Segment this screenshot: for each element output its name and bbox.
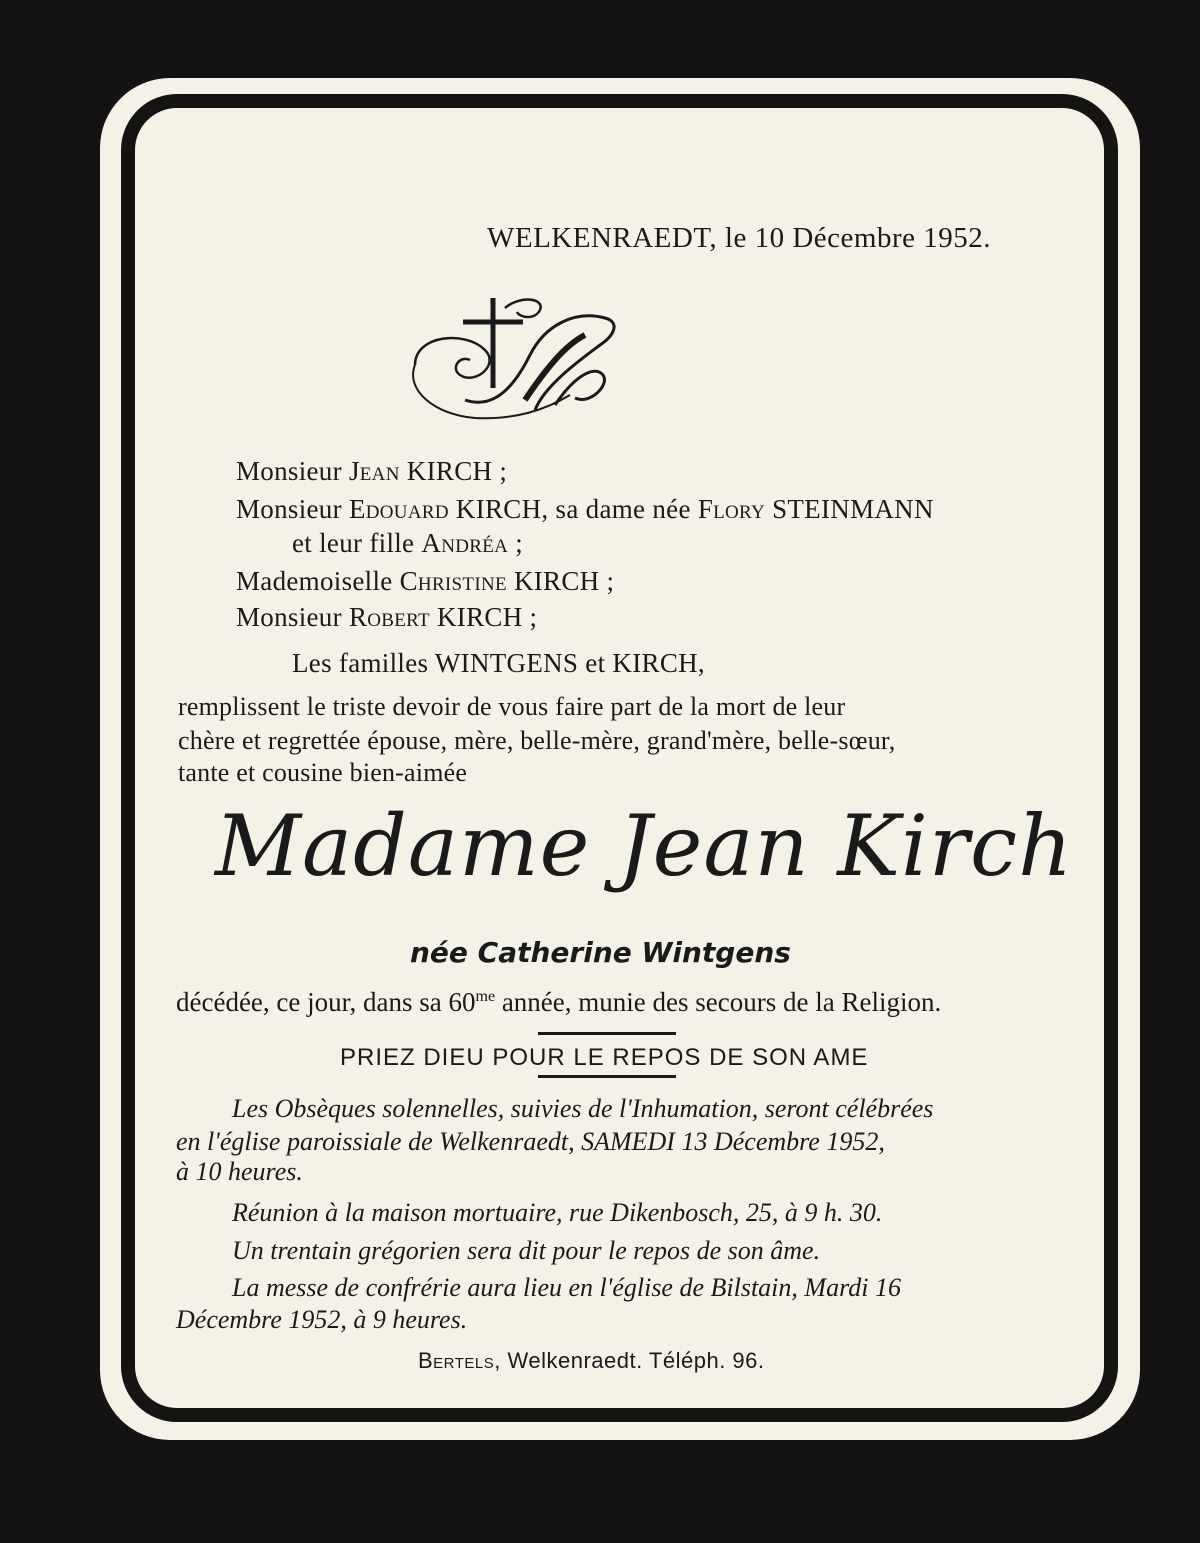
death-line <box>176 987 941 1018</box>
printer-details: Welkenraedt. Téléph. 96. <box>507 1348 765 1373</box>
first-name: Edouard <box>348 494 449 524</box>
date-text: le 10 Décembre 1952. <box>724 222 991 254</box>
last-name: KIRCH ; <box>406 456 508 486</box>
ordinal-suffix: me <box>475 988 496 1005</box>
deceased-name: Madame Jean Kirch <box>215 797 1074 895</box>
rule-top <box>538 1032 676 1035</box>
family-line-4 <box>236 602 537 633</box>
maiden-name: née Catherine Wintgens <box>410 936 791 969</box>
family-line-2b <box>292 528 523 559</box>
first-name: Jean <box>348 456 400 486</box>
first-name: Christine <box>399 566 507 596</box>
last-name: KIRCH, sa dame née <box>455 494 691 524</box>
family-line-2 <box>236 494 934 525</box>
text: et leur fille <box>292 528 415 558</box>
punctuation: ; <box>515 528 524 558</box>
printer-name: Bertels, <box>418 1348 501 1373</box>
rite-line-6: La messe de confrérie aura lieu en l'église de Bilstain, Mardi 16 <box>232 1273 901 1302</box>
rite-line-3: à 10 heures. <box>176 1157 303 1186</box>
printer-line <box>418 1348 765 1374</box>
death-text-b: année, munie des secours de la Religion. <box>495 987 942 1017</box>
title: Monsieur <box>236 456 342 486</box>
first-name: Robert <box>348 602 430 632</box>
place-name: WELKENRAEDT, <box>487 222 718 254</box>
title: Mademoiselle <box>236 566 393 596</box>
last-name: KIRCH ; <box>436 602 538 632</box>
rite-line-2: en l'église paroissiale de Welkenraedt, SAMEDI 13 Décembre 1952, <box>176 1127 885 1156</box>
announcement-line-2: chère et regrettée épouse, mère, belle-mère, grand'mère, belle-sœur, <box>178 726 896 755</box>
first-name: Andréa <box>421 528 509 558</box>
announcement-line-3: tante et cousine bien-aimée <box>178 758 468 787</box>
family-line-1 <box>236 456 507 487</box>
family-line-3 <box>236 566 614 597</box>
rite-line-1: Les Obsèques solennelles, suivies de l'Inhumation, seront célébrées <box>232 1094 934 1123</box>
spouse-last-name: STEINMANN <box>772 494 934 524</box>
death-text-a: décédée, ce jour, dans sa 60 <box>176 987 476 1017</box>
title: Monsieur <box>236 602 342 632</box>
family-line-5: Les familles WINTGENS et KIRCH, <box>292 648 705 678</box>
rite-line-4: Réunion à la maison mortuaire, rue Dikenbosch, 25, à 9 h. 30. <box>232 1198 883 1227</box>
prayer-line: PRIEZ DIEU POUR LE REPOS DE SON AME <box>340 1044 869 1071</box>
cross-monogram-icon <box>405 290 625 444</box>
announcement-line-1: remplissent le triste devoir de vous faire part de la mort de leur <box>178 692 846 721</box>
spouse-first-name: Flory <box>697 494 766 524</box>
date-line <box>487 222 991 255</box>
rite-line-7: Décembre 1952, à 9 heures. <box>176 1305 468 1334</box>
rite-line-5: Un trentain grégorien sera dit pour le repos de son âme. <box>232 1236 821 1265</box>
rule-bottom <box>538 1075 676 1078</box>
last-name: KIRCH ; <box>513 566 615 596</box>
title: Monsieur <box>236 494 342 524</box>
